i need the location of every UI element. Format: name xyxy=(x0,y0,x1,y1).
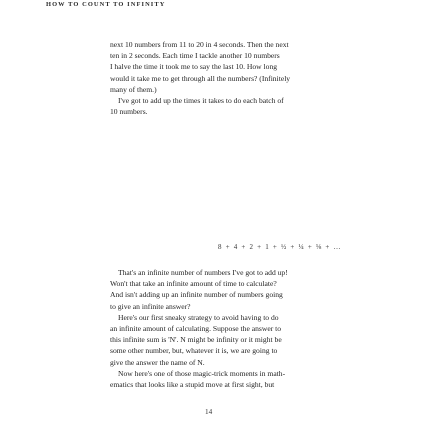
body-line: this infinite sum is 'N'. N might be infinity or it might be xyxy=(110,335,282,345)
body-line: I halve the time it took me to say the last 10. How long xyxy=(110,62,278,72)
series-formula: 8 + 4 + 2 + 1 + ½ + ¼ + ⅛ + … xyxy=(218,243,342,251)
body-line: Won't that take an infinite amount of time to calculate? xyxy=(110,279,277,289)
body-line: 10 numbers. xyxy=(110,107,148,117)
running-head: HOW TO COUNT TO INFINITY xyxy=(46,1,166,8)
body-line: That's an infinite number of numbers I've got to add up! xyxy=(118,268,288,277)
body-line: And isn't adding up an infinite number of numbers going xyxy=(110,290,283,300)
body-line: an infinite amount of calculating. Suppose the answer to xyxy=(110,323,282,333)
body-line: next 10 numbers from 11 to 20 in 4 seconds. Then the next xyxy=(110,40,289,49)
body-line: give the answer the name of N. xyxy=(110,357,205,367)
body-line: ematics that looks like a stupid move at first sight, but xyxy=(110,379,275,389)
body-line: would it take me to get through all the numbers? (Infinitely xyxy=(110,73,291,83)
body-line: many of them.) xyxy=(110,84,157,94)
body-line: Now here's one of those magic-trick moments in math- xyxy=(118,368,286,378)
body-line: some other number, but, whatever it is, we are going to xyxy=(110,346,278,356)
text-block-bottom xyxy=(110,267,342,390)
body-line: ten in 2 seconds. Each time I tackle another 10 numbers xyxy=(110,51,280,61)
body-line: Here's our first sneaky strategy to avoid having to do xyxy=(118,312,279,322)
body-line: to give an infinite answer? xyxy=(110,301,191,311)
page-number: 14 xyxy=(205,408,213,416)
text-block-top xyxy=(110,39,342,117)
body-line: I've got to add up the times it takes to do each batch of xyxy=(118,95,284,105)
